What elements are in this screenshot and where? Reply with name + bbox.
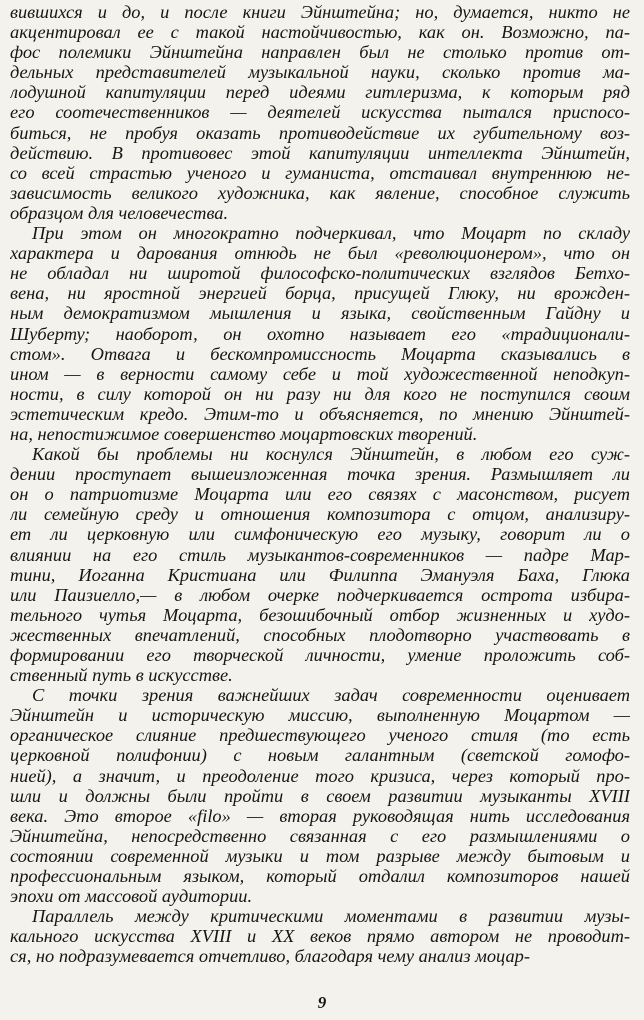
text-line: эпохи от массовой аудитории. [10,886,253,907]
paragraph [10,223,630,444]
text-line: профессиональным языком, который отдалил композиторов нашей [10,866,630,887]
text-line: Эйнштейна, непосредственно связанная с его размышлениями о [10,825,630,846]
text-line: ет ли церковную или симфоническую его музыку, говорит ли о [10,524,630,545]
text-line: на, непостижимое совершенство моцартовских творений. [10,423,478,444]
text-line: зависимость великого художника, как явление, способное служить [10,182,630,203]
text-line: нией), а значит, и преодоление того кризиса, через который про- [10,765,630,786]
text-line: ином — в верности самому себе и той художественной неподкуп- [10,363,630,384]
text-line: формировании его творческой личности, умение проложить соб- [10,645,630,665]
text-line: ным демократизмом мышления и языка, свойственным Гайдну и [10,303,630,324]
text-line: характера и дарования отнюдь не был «революционером», что он [10,243,630,264]
text-line: фос полемики Эйнштейна направлен был не столько против от- [10,42,630,63]
text-line: действию. В противовес этой капитуляции интеллекта Эйнштейн, [10,142,630,163]
text-line: дении проступает вышеизложенная точка зрения. Размышляет ли [10,464,630,485]
text-line: или Паизиелло,— в любом очерке подчеркивается острота избира- [10,584,630,605]
text-line: дельных представителей музыкальной науки, сколько против ма- [10,62,630,83]
text-line: ности, в силу которой он ни разу ни для кого не поступился своим [10,383,630,404]
body-text [10,2,630,967]
text-line: ственный путь в искусстве. [10,665,233,686]
text-line: состоянии современной музыки и том разрыве между бытовым и [10,845,630,866]
text-line: не обладал ни широтой философско-политических взглядов Бетхо- [10,263,630,284]
text-line: жественных впечатлений, способных плодотворно участвовать в [10,624,630,645]
text-line: века. Это второе «filo» — вторая руководящая нить исследования [10,805,630,826]
text-line: церковной полифонии) с новым галантным (светской гомофо- [10,745,630,766]
text-line: тельного чутья Моцарта, безошибочный отбор жизненных и худо- [10,604,630,625]
text-line: он о патриотизме Моцарта или его связях с масонством, рисует [10,484,630,505]
text-line: со всей страстью ученого и гуманиста, отстаивал внутреннюю не- [10,162,630,183]
text-line: С точки зрения важнейших задач современности оценивает [32,685,630,706]
text-line: акцентировал ее с такой настойчивостью, как он. Возможно, па- [10,22,630,43]
text-line: Параллель между критическими моментами в развитии музы- [32,906,630,927]
text-line: Какой бы проблемы ни коснулся Эйнштейн, в любом его суж- [32,444,630,465]
text-line: эстетическим кредо. Этим-то и объясняется, по мнению Эйнштей- [10,403,630,424]
text-line: биться, не пробуя оказать противодействие их губительному воз- [10,122,630,143]
text-line: его соотечественников — деятелей искусства пытался приспосо- [10,102,630,123]
text-line: органическое слияние предшествующего ученого стиля (то есть [10,725,630,746]
text-line: Эйнштейн и историческую миссию, выполненную Моцартом — [10,705,630,726]
paragraph [10,906,630,966]
text-line: Шуберту; наоборот, он охотно называет его «традиционали- [10,323,630,344]
text-line: влиянии на его стиль музыкантов-современников — падре Мар- [10,544,630,565]
paragraph [10,444,630,685]
text-line: ся, но подразумевается отчетливо, благодаря чему анализ моцар- [10,946,530,967]
text-line: шли и должны были пройти в своем развитии музыканты XVIII [10,785,630,806]
text-line: тини, Иоганна Кристиана или Филиппа Эмануэля Баха, Глюка [10,564,630,585]
text-line: При этом он многократно подчеркивал, что Моцарт по складу [32,223,630,244]
text-line: лодушной капитуляции перед идеями гитлеризма, к которым ряд [10,82,630,103]
page-number: 9 [317,993,327,1012]
text-line: образцом для человечества. [10,202,229,223]
paragraph [10,685,630,906]
text-line: стом». Отвага и бескомпромиссность Моцарта сказывались в [10,343,630,364]
text-line: вившихся и до, и после книги Эйнштейна; но, думается, никто не [10,2,630,22]
text-line: вена, ни яростной энергией борца, присущей Глюку, ни врожден- [10,283,630,304]
paragraph [10,2,630,223]
text-line: ли семейную среду и отношения композитора с отцом, анализиру- [10,504,630,525]
text-line: кального искусства XVIII и XX веков прямо автором не проводит- [10,926,630,947]
